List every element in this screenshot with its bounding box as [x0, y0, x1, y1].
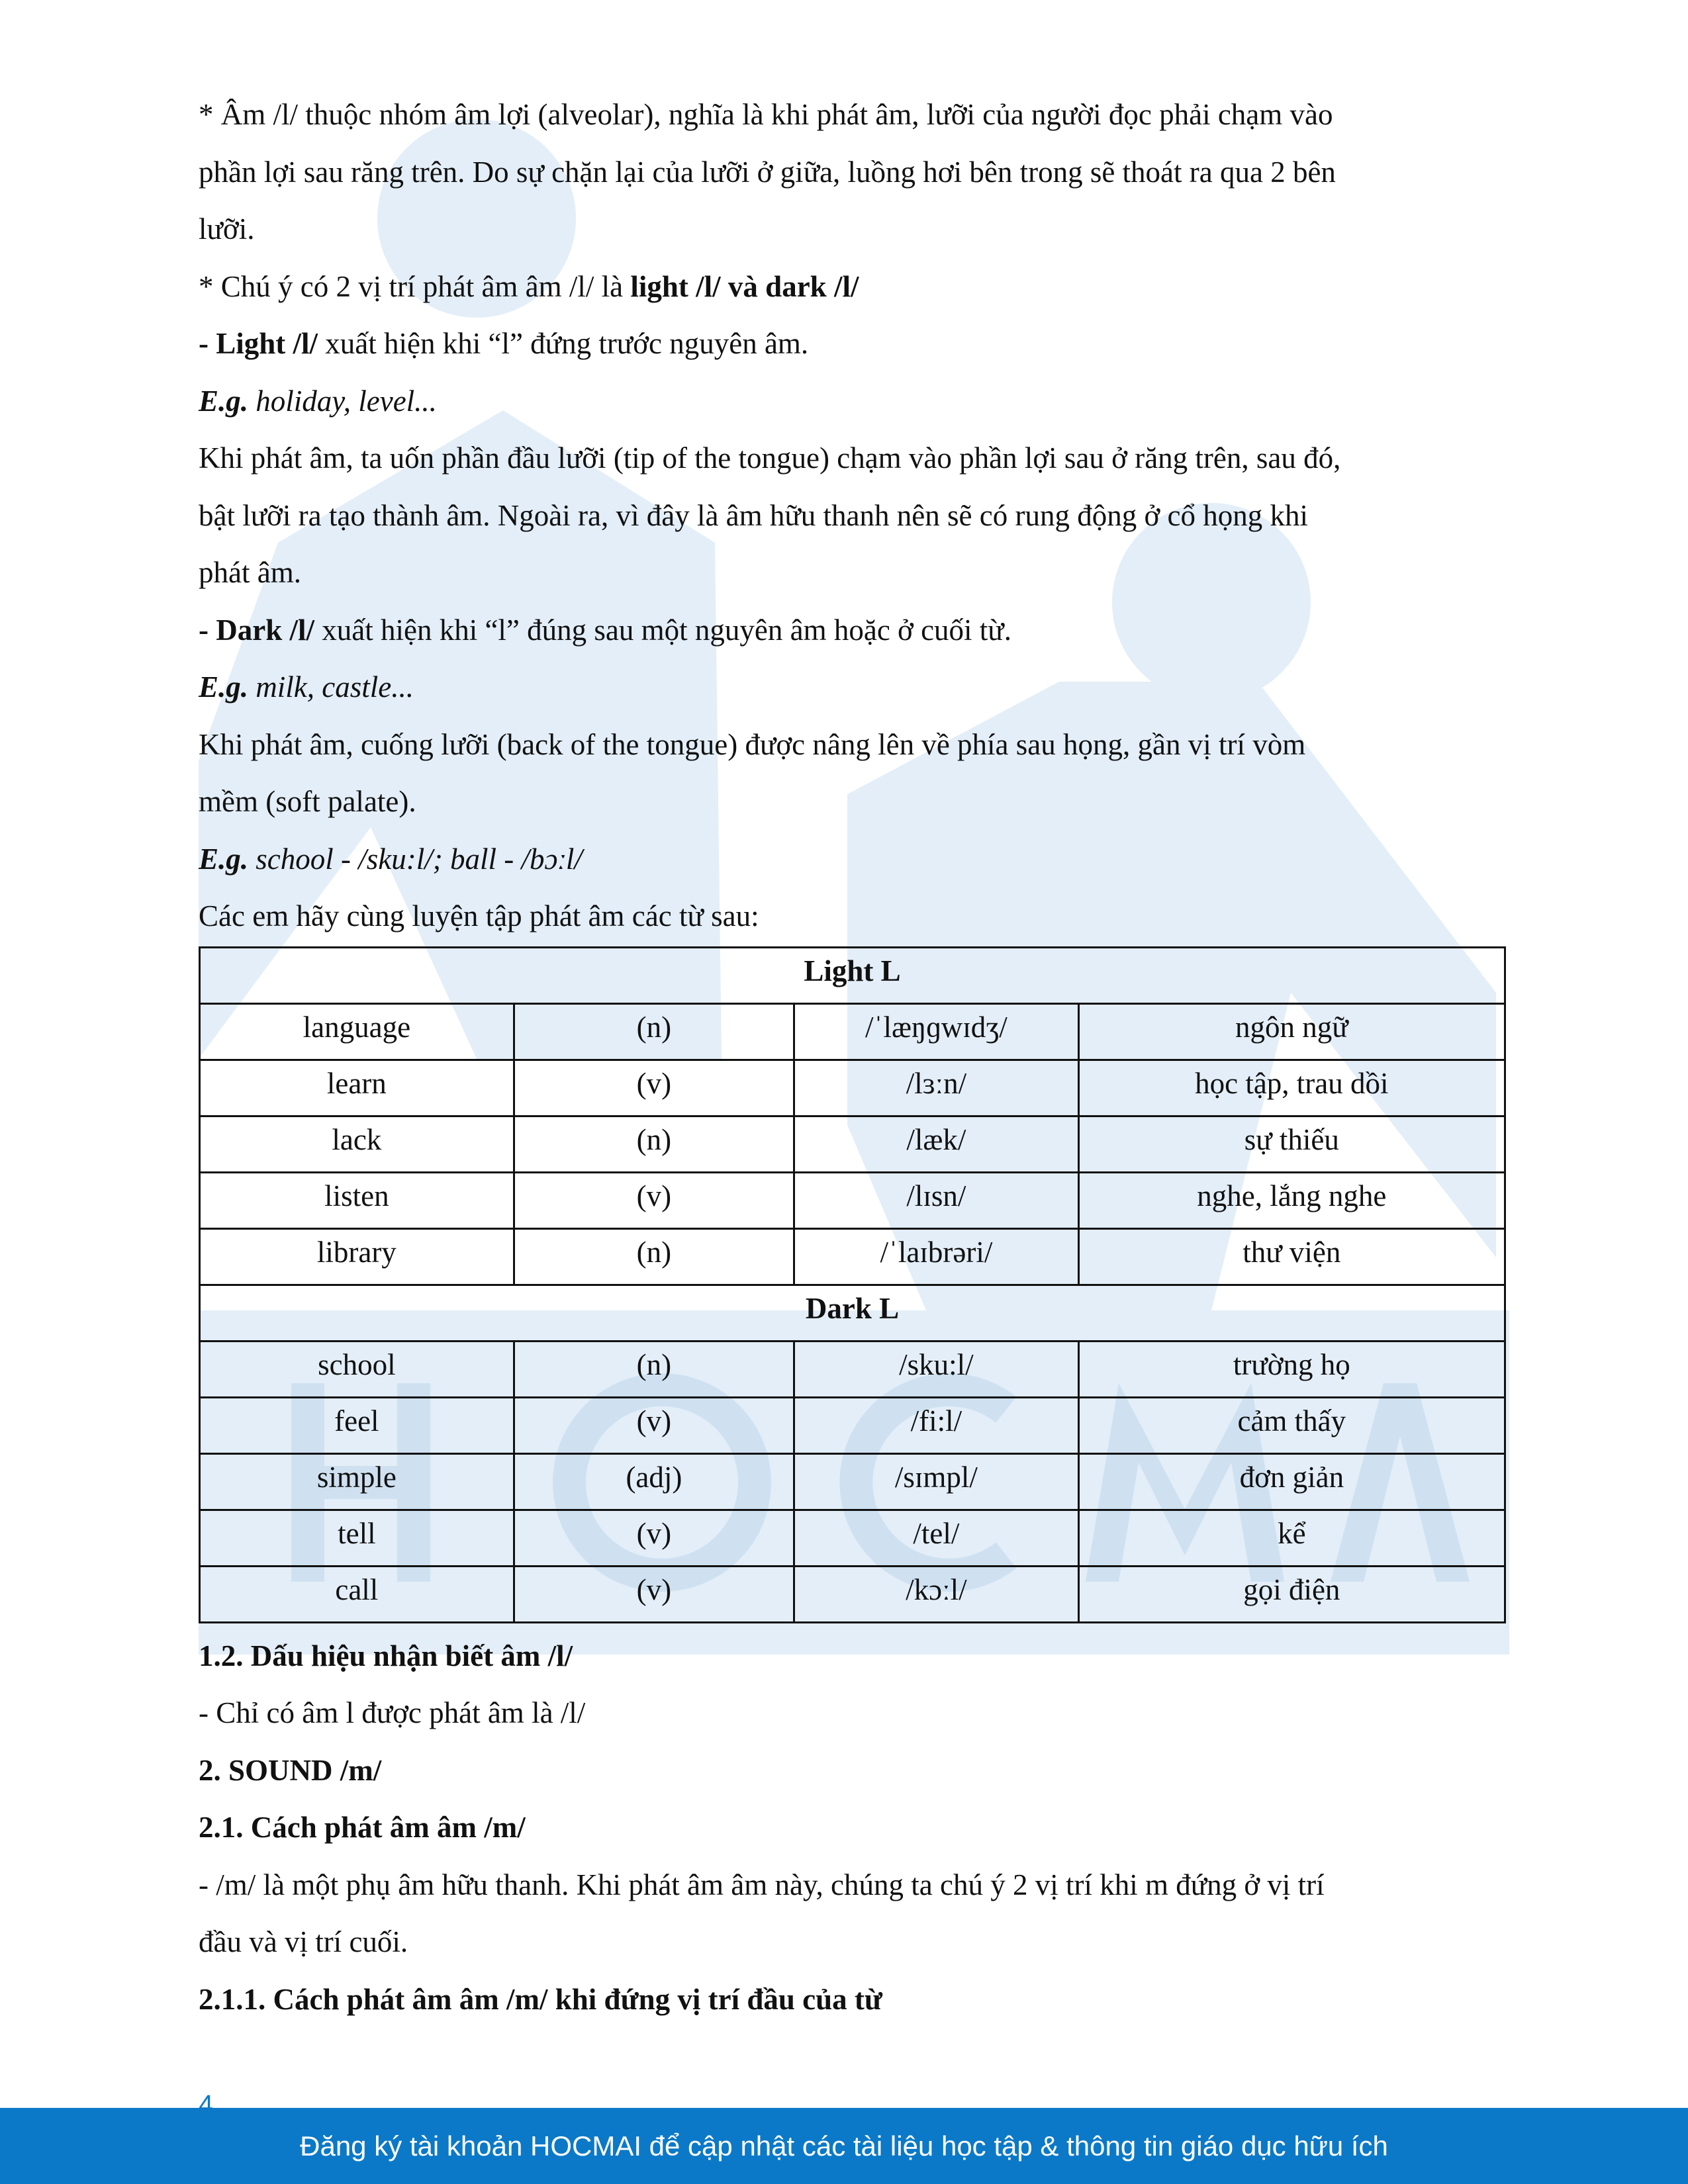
example-light: E.g. holiday, level...: [199, 384, 437, 418]
note-paragraph: * Chú ý có 2 vị trí phát âm âm /l/ là light /l/ và dark /l/: [199, 269, 859, 303]
light-l-header: Light L: [200, 947, 1505, 1003]
table-section-header: [200, 947, 1505, 1003]
text-line: phần lợi sau răng trên. Do sự chặn lại của lưỡi ở giữa, luồng hơi bên trong sẽ thoát ra qua 2 bên: [199, 155, 1336, 189]
table-row: tell (v) /tel/ kể: [200, 1510, 1505, 1566]
intro-paragraph: [199, 86, 1489, 258]
light-l-definition: - Light /l/ xuất hiện khi “l” đứng trước nguyên âm.: [199, 327, 809, 360]
table-row: listen (v) /lɪsn/ nghe, lắng nghe: [200, 1172, 1505, 1228]
table-row: lack (n) /læk/ sự thiếu: [200, 1116, 1505, 1172]
practice-instruction: Các em hãy cùng luyện tập phát âm các từ sau:: [199, 899, 759, 933]
text-line: lưỡi.: [199, 212, 255, 246]
footer-text[interactable]: Đăng ký tài khoản HOCMAI để cập nhật các tài liệu học tập & thông tin giáo dục hữu ích: [300, 2130, 1388, 2161]
table-row: school (n) /sku:l/ trường họ: [200, 1341, 1505, 1397]
vocabulary-table: [199, 946, 1506, 1623]
dark-l-definition: - Dark /l/ xuất hiện khi “l” đúng sau một nguyên âm hoặc ở cuối từ.: [199, 613, 1011, 647]
text-line: * Âm /l/ thuộc nhóm âm lợi (alveolar), nghĩa là khi phát âm, lưỡi của người đọc phải chạm vào: [199, 98, 1333, 131]
document-body: [199, 86, 1489, 2028]
bold-term: light /l/ và dark /l/: [630, 269, 859, 303]
table-row: call (v) /kɔːl/ gọi điện: [200, 1566, 1505, 1622]
table-row: language (n) /ˈlæŋɡwɪdʒ/ ngôn ngữ: [200, 1003, 1505, 1060]
dark-l-explanation: Khi phát âm, cuống lưỡi (back of the tongue) được nâng lên về phía sau họng, gần vị trí vòm mềm (soft palate).: [199, 727, 1306, 818]
dark-l-header: Dark L: [200, 1285, 1505, 1341]
example-dark: E.g. milk, castle...: [199, 670, 414, 704]
heading-2-1: 2.1. Cách phát âm âm /m/: [199, 1811, 526, 1844]
table-row: simple (adj) /sɪmpl/ đơn giản: [200, 1453, 1505, 1510]
light-l-explanation: Khi phát âm, ta uốn phần đầu lưỡi (tip of the tongue) chạm vào phần lợi sau ở răng trên, sau đó, bật lưỡi ra tạo thành âm. Ngoài ra, vì đây là âm hữu thanh nên sẽ có rung động ở cổ họng khi phát âm.: [199, 441, 1341, 589]
table-section-header: [200, 1285, 1505, 1341]
table-row: feel (v) /fi:l/ cảm thấy: [200, 1397, 1505, 1453]
sign-text: - Chỉ có âm l được phát âm là /l/: [199, 1696, 586, 1729]
table-row: library (n) /ˈlaɪbrəri/ thư viện: [200, 1228, 1505, 1285]
post-table-section: [199, 1627, 1489, 2028]
example-dark-ipa: E.g. school - /sku:l/; ball - /bɔːl/: [199, 842, 583, 876]
page-number: 4: [199, 2090, 214, 2119]
table-row: learn (v) /lɜːn/ học tập, trau dồi: [200, 1060, 1505, 1116]
heading-1-2: 1.2. Dấu hiệu nhận biết âm /l/: [199, 1639, 573, 1672]
m-description: - /m/ là một phụ âm hữu thanh. Khi phát âm âm này, chúng ta chú ý 2 vị trí khi m đứng ở vị trí đầu và vị trí cuối.: [199, 1868, 1325, 1958]
heading-2: 2. SOUND /m/: [199, 1753, 382, 1787]
footer-banner[interactable]: [0, 2108, 1688, 2184]
heading-2-1-1: 2.1.1. Cách phát âm âm /m/ khi đứng vị trí đầu của từ: [199, 1982, 882, 2016]
